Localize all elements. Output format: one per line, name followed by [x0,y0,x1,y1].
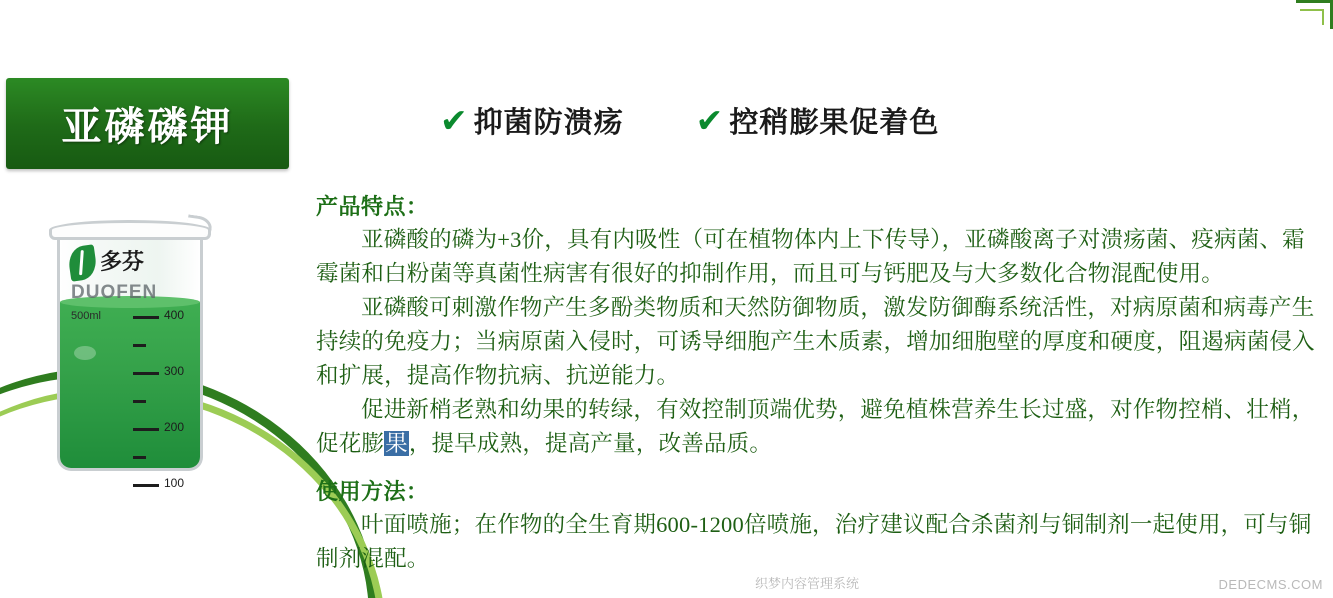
tick-mark-long [133,484,159,487]
claims-row [440,100,939,141]
beaker-spout [186,214,213,236]
paragraph-text-after: ，提早成熟，提高产量，改善品质。 [408,431,773,456]
claim-label: 抑菌防溃疡 [473,105,624,139]
tick-row [133,418,195,446]
tick-mark-short [133,400,146,403]
corner-bracket-inner-decoration [1300,9,1324,25]
product-description [316,190,1316,576]
tick-label: 400 [164,308,185,322]
watermark-en: DEDECMS.COM [1218,577,1323,592]
tick-mark-long [133,316,159,319]
leaf-icon [67,244,98,281]
tick-mark-short [133,344,146,347]
beaker-brand-label [69,246,144,280]
features-heading: 产品特点： [316,195,429,220]
brand-name-en: DUOFEN [71,282,158,303]
tick-mark-long [133,428,159,431]
check-icon: ✔ [440,101,468,140]
tick-label: 200 [164,420,185,434]
product-beaker-image [35,210,225,490]
claim-item [696,100,940,141]
paragraph-text-before: 促进新梢老熟和幼果的转绿，有效控制顶端优势，避免植株营养生长过盛，对作物控梢、壮梢，促花膨 [316,397,1315,456]
features-paragraph-2: 亚磷酸可刺激作物产生多酚类物质和天然防御物质，激发防御酶系统活性，对病原菌和病毒产生持续的免疫力；当病原菌入侵时，可诱导细胞产生木质素，增加细胞壁的厚度和硬度，阻遏病菌侵入和扩展，提高作物抗病、抗逆能力。 [316,295,1315,388]
liquid-bubble [74,346,96,360]
corner-bracket-decoration [1296,0,1333,29]
highlighted-text: 果 [385,431,408,456]
tick-label: 300 [164,364,185,378]
tick-row [133,474,195,502]
claim-item [440,100,624,141]
brand-name-cn: 多芬 [100,250,145,275]
tick-mark-long [133,372,159,375]
tick-row [133,334,195,362]
tick-row [133,446,195,474]
claim-label: 控稍膨果促着色 [729,105,940,139]
beaker-graduation-marks [133,306,195,502]
features-paragraph-3 [316,393,1316,461]
check-icon: ✔ [695,101,724,140]
product-name-plaque [6,78,289,169]
beaker-volume-label: 500ml [71,310,101,322]
tick-row [133,306,195,334]
tick-row [133,362,195,390]
tick-row [133,390,195,418]
features-paragraph-1: 亚磷酸的磷为+3价，具有内吸性（可在植物体内上下传导），亚磷酸离子对溃疡菌、疫病菌、霜霉菌和白粉菌等真菌性病害有很好的抑制作用，而且可与钙肥及与大多数化合物混配使用。 [316,227,1305,286]
tick-label: 100 [164,476,185,490]
product-name: 亚磷磷钾 [61,104,234,150]
tick-mark-short [133,456,146,459]
watermark-cn: 织梦内容管理系统 [754,577,859,592]
usage-heading: 使用方法： [316,480,429,505]
usage-paragraph: 叶面喷施；在作物的全生育期600-1200倍喷施，治疗建议配合杀菌剂与铜制剂一起使用，可与铜制剂混配。 [316,512,1312,571]
